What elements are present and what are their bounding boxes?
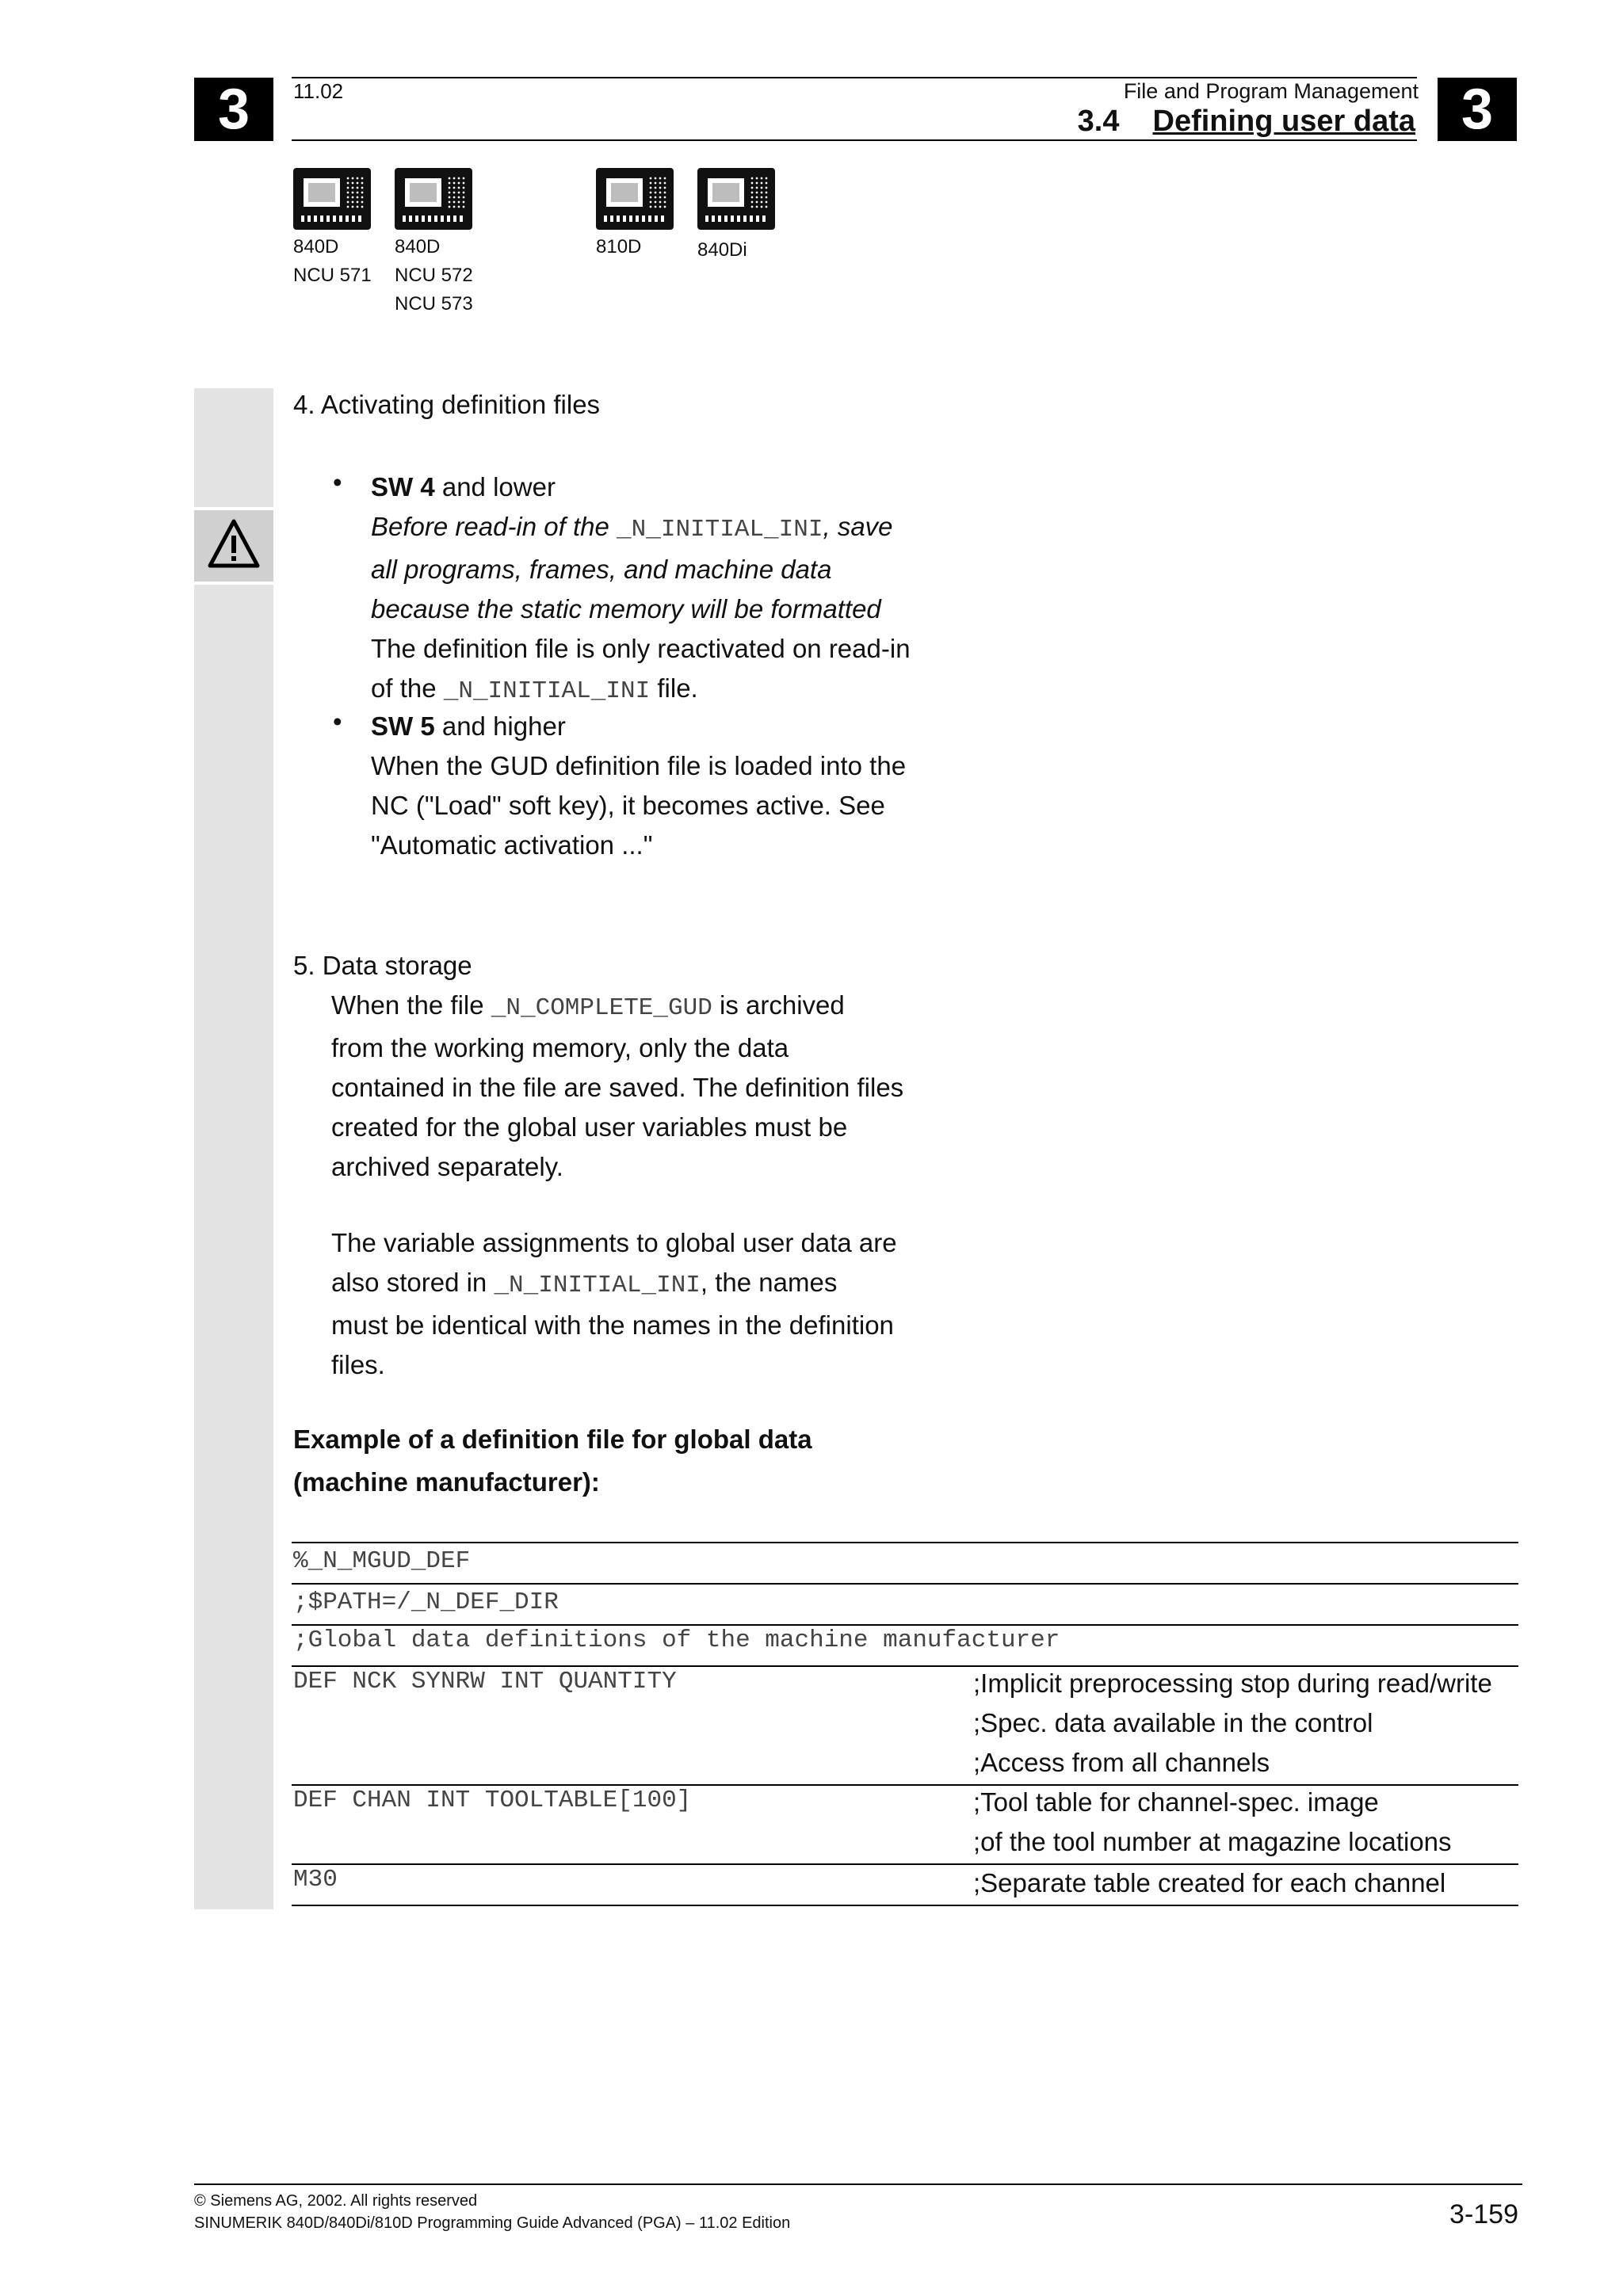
- file-name-code: _N_INITIAL_INI: [443, 677, 651, 705]
- warning-box: [194, 507, 273, 585]
- chapter-number-box-left: [194, 78, 273, 141]
- sw4-label: SW 4: [371, 472, 435, 502]
- text: also stored in: [331, 1268, 495, 1297]
- control-label-line: NCU 573: [395, 293, 473, 315]
- control-label-810d: [596, 233, 641, 261]
- text: When the file: [331, 990, 491, 1020]
- code-line-def-tooltable: DEF CHAN INT TOOLTABLE[100]: [293, 1787, 692, 1814]
- control-label-840d-ncu571: [293, 233, 372, 290]
- text: file.: [650, 673, 698, 703]
- sw5-line2: When the GUD definition file is loaded into the: [371, 751, 907, 780]
- sw4-block: [371, 467, 973, 711]
- p1-line4: created for the global user variables must be: [331, 1112, 848, 1142]
- comment-line: ;of the tool number at magazine locations: [973, 1827, 1452, 1856]
- p1-line3: contained in the file are saved. The definition files: [331, 1073, 904, 1102]
- chapter-number-box-right: [1438, 78, 1517, 141]
- section-4-heading: 4. Activating definition files: [293, 390, 601, 419]
- text: is archived: [712, 990, 845, 1020]
- sw4-line1: [371, 467, 973, 507]
- control-label-840d-ncu572: [395, 233, 473, 318]
- code-line-def-quantity: DEF NCK SYNRW INT QUANTITY: [293, 1668, 677, 1695]
- control-label-line: 840D: [395, 236, 441, 257]
- chapter-number: 3: [217, 78, 250, 141]
- sw5-block: [371, 707, 973, 865]
- control-label-line: NCU 572: [395, 265, 473, 286]
- control-label-line: NCU 571: [293, 265, 372, 286]
- control-label-840di: [697, 236, 747, 265]
- text: , the names: [700, 1268, 838, 1297]
- chapter-number: 3: [1461, 78, 1494, 141]
- p2-line1: The variable assignments to global user data are: [331, 1228, 897, 1257]
- table-rule: [292, 1542, 1518, 1543]
- footer-rule: [194, 2183, 1522, 2185]
- footer-copyright: © Siemens AG, 2002. All rights reserved: [194, 2192, 478, 2210]
- control-panel-icon: [697, 168, 775, 230]
- code-line-path: ;$PATH=/_N_DEF_DIR: [293, 1589, 559, 1616]
- header-date: 11.02: [293, 79, 344, 103]
- code-line-m30: M30: [293, 1866, 338, 1894]
- sw4-suffix: and lower: [434, 472, 556, 502]
- sw5-suffix: and higher: [434, 711, 566, 741]
- text: of the: [371, 673, 444, 703]
- sw5-line4: "Automatic activation ...": [371, 830, 653, 860]
- section-5-paragraph-1: [331, 986, 965, 1187]
- section-5-paragraph-2: [331, 1223, 965, 1385]
- bullet-sw5: •: [333, 707, 342, 736]
- table-rule: [292, 1905, 1518, 1906]
- p2-line2: [331, 1263, 965, 1306]
- control-label-line: 840Di: [697, 239, 747, 261]
- file-name-code: _N_INITIAL_INI: [617, 516, 823, 543]
- section-5-heading: 5. Data storage: [293, 951, 472, 980]
- example-title-line2: (machine manufacturer):: [293, 1467, 600, 1497]
- sw4-warning-line3: because the static memory will be formatted: [371, 594, 881, 624]
- header-top-rule: [292, 77, 1417, 78]
- control-panel-icon: [293, 168, 371, 230]
- section-number: 3.4: [1077, 105, 1120, 138]
- code-line-comment: ;Global data definitions of the machine manufacturer: [293, 1627, 1060, 1654]
- footer-text: [194, 2190, 790, 2234]
- p1-line1: [331, 986, 965, 1028]
- p1-line5: archived separately.: [331, 1152, 563, 1181]
- sw4-warning-line1: [371, 507, 973, 550]
- warning-triangle-icon: [194, 510, 273, 582]
- comment-line: ;Tool table for channel-spec. image: [973, 1787, 1379, 1817]
- bullet-sw4: •: [333, 467, 342, 497]
- comment-line: ;Spec. data available in the control: [973, 1708, 1373, 1737]
- file-name-code: _N_COMPLETE_GUD: [491, 994, 712, 1022]
- margin-bar: [194, 388, 273, 1909]
- example-title: [293, 1418, 812, 1504]
- header-section-title: [1078, 105, 1415, 139]
- code-line-program-name: %_N_MGUD_DEF: [293, 1547, 471, 1575]
- control-label-line: 810D: [596, 236, 642, 257]
- control-panel-icon: [596, 168, 674, 230]
- sw4-line4: The definition file is only reactivated on read-in: [371, 634, 911, 663]
- comment-line: ;Separate table created for each channel: [973, 1868, 1446, 1897]
- control-panel-icon: [395, 168, 472, 230]
- section-title: Defining user data: [1152, 105, 1415, 138]
- p1-line2: from the working memory, only the data: [331, 1033, 789, 1062]
- p2-line3: must be identical with the names in the definition: [331, 1310, 894, 1340]
- p2-line4: files.: [331, 1350, 385, 1379]
- sw4-warning-line2: all programs, frames, and machine data: [371, 555, 832, 584]
- page-number: 3-159: [1449, 2199, 1518, 2229]
- comment-line: ;Access from all channels: [973, 1748, 1270, 1777]
- footer-manual-title: SINUMERIK 840D/840Di/810D Programming Guide Advanced (PGA) – 11.02 Edition: [194, 2214, 791, 2232]
- sw5-label: SW 5: [371, 711, 435, 741]
- text: , save: [823, 512, 893, 541]
- file-name-code: _N_INITIAL_INI: [494, 1272, 701, 1299]
- sw5-line1: [371, 707, 973, 746]
- example-title-line1: Example of a definition file for global data: [293, 1425, 812, 1454]
- sw4-line5: [371, 669, 973, 711]
- text: Before read-in of the: [371, 512, 617, 541]
- sw5-line3: NC ("Load" soft key), it becomes active. See: [371, 791, 885, 820]
- header-chapter-title: File and Program Management: [1123, 79, 1419, 103]
- header-bottom-rule: [292, 139, 1417, 141]
- control-label-line: 840D: [293, 236, 339, 257]
- comment-line: ;Implicit preprocessing stop during read/write: [973, 1669, 1492, 1698]
